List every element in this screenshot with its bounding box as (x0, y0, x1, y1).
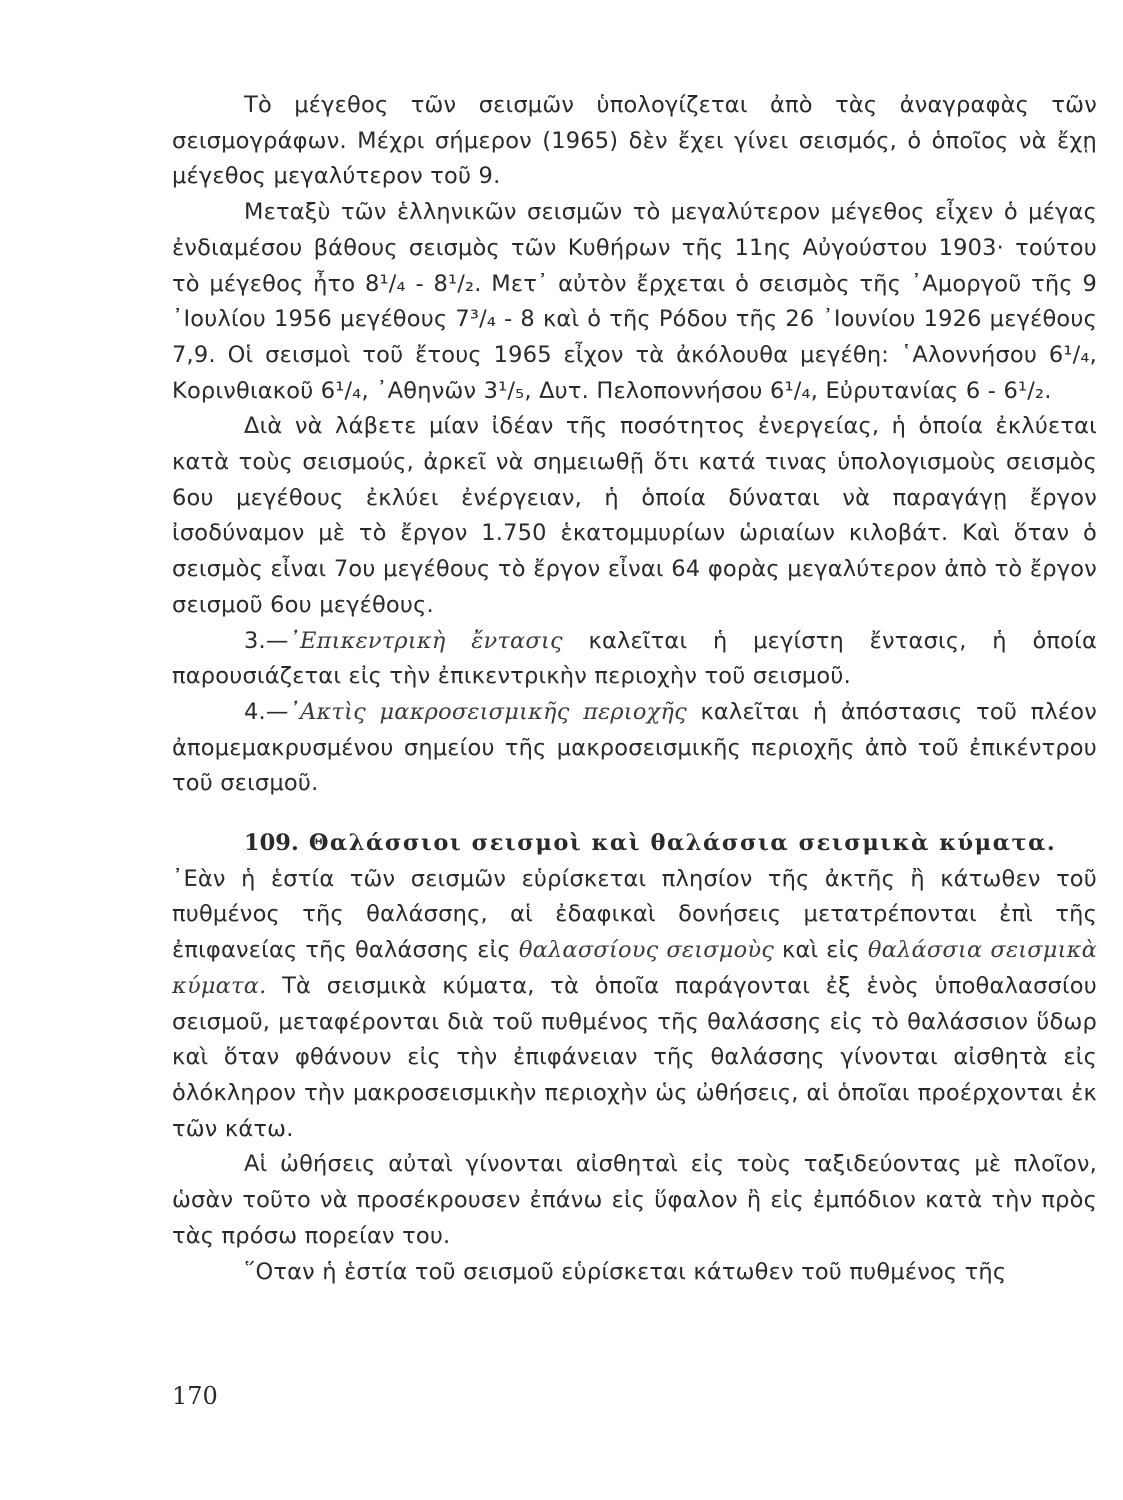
definition-epicentral-intensity (172, 624, 1097, 695)
page-body (172, 88, 1097, 1290)
paragraph-energy: Διὰ νὰ λάβετε μίαν ἰδέαν τῆς ποσότητος ἐνεργείας, ἡ ὁποία ἐκλύεται κατὰ τοὺς σεισμούς, ἀρκεῖ νὰ σημειωθῇ ὅτι κατά τινας ὑπολογισμοὺς σεισμὸς 6ου μεγέθους ἐκλύει ἐνέργειαν, ἡ ὁποία δύναται νὰ παραγάγῃ ἔργον ἰσοδύναμον μὲ τὸ ἔργον 1.750 ἑκατομμυρίων ὡριαίων κιλοβάτ. Καὶ ὅταν ὁ σεισμὸς εἶναι 7ου μεγέθους τὸ ἔργον εἶναι 64 φορὰς μεγαλύτερον ἀπὸ τὸ ἔργον σεισμοῦ 6ου μεγέθους. (172, 413, 1097, 618)
text-run: καὶ εἰς (774, 937, 868, 964)
definition-number: 3.— (244, 627, 289, 654)
italic-term: θαλασσίους σεισμοὺς (518, 937, 775, 964)
page-number: 170 (172, 1382, 218, 1410)
section-heading (172, 826, 1097, 862)
definition-macroseismic-radius (172, 695, 1097, 802)
section-title: Θαλάσσιοι σεισμοὶ καὶ θαλάσσια σεισμικὰ κύματα. (308, 830, 1057, 857)
italic-term: θαλάσσια σεισμικὰ κύματα. (172, 937, 1097, 999)
text-run: ᾽Εὰν ἡ ἑστία τῶν σεισμῶν εὑρίσκεται πλησίον τῆς ἀκτῆς ἢ κάτωθεν τοῦ πυθμένος τῆς θαλάσσης, αἱ ἐδαφικαὶ δονήσεις μετατρέπονται ἐπὶ τῆς ἐπιφανείας τῆς θαλάσσης εἰς (172, 865, 1097, 964)
definition-number: 4.— (244, 698, 289, 725)
section-number: 109. (244, 830, 299, 857)
paragraph-sea-earthquakes (172, 862, 1097, 1148)
paragraph-magnitude-intro: Τὸ μέγεθος τῶν σεισμῶν ὑπολογίζεται ἀπὸ τὰς ἀναγραφὰς τῶν σεισμογράφων. Μέχρι σήμερον (1965) δὲν ἔχει γίνει σεισμός, ὁ ὁποῖος νὰ ἔχῃ μέγεθος μεγαλύτερον τοῦ 9. (172, 92, 1097, 190)
definition-text: καλεῖται ἡ ἀπόστασις τοῦ πλέον ἀπομεμακρυσμένου σημείου τῆς μακροσεισμικῆς περιοχῆς ἀπὸ τοῦ ἐπικέντρου τοῦ σεισμοῦ. (172, 698, 1097, 797)
text-run: Τὰ σεισμικὰ κύματα, τὰ ὁποῖα παράγονται ἐξ ἑνὸς ὑποθαλασσίου σεισμοῦ, μεταφέρονται διὰ τοῦ πυθμένος τῆς θαλάσσης εἰς τὸ θαλάσσιον ὕδωρ καὶ ὅταν φθάνουν εἰς τὴν ἐπιφάνειαν τῆς θαλάσσης γίνονται αἰσθητὰ εἰς ὁλόκληρον τὴν μακροσεισμικὴν περιοχὴν ὡς ὠθήσεις, αἱ ὁποῖαι προέρχονται ἐκ τῶν κάτω. (172, 972, 1097, 1142)
paragraph-focus-continued: ῞Οταν ἡ ἑστία τοῦ σεισμοῦ εὑρίσκεται κάτωθεν τοῦ πυθμένος τῆς (244, 1258, 1007, 1285)
definition-term: ᾽Επικεντρικὴ ἔντασις (288, 627, 563, 654)
definition-term: ᾽Ακτὶς μακροσεισμικῆς περιοχῆς (288, 698, 687, 725)
definition-text: καλεῖται ἡ μεγίστη ἔντασις, ἡ ὁποία παρουσιάζεται εἰς τὴν ἐπικεντρικὴν περιοχὴν τοῦ σεισμοῦ. (172, 627, 1097, 690)
paragraph-ship-shocks: Αἱ ὠθήσεις αὐταὶ γίνονται αἰσθηταὶ εἰς τοὺς ταξιδεύοντας μὲ πλοῖον, ὡσὰν τοῦτο νὰ προσέκρουσεν ἐπάνω εἰς ὕφαλον ἢ εἰς ἐμπόδιον κατὰ τὴν πρὸς τὰς πρόσω πορείαν του. (172, 1151, 1097, 1249)
paragraph-greek-earthquakes: Μεταξὺ τῶν ἑλληνικῶν σεισμῶν τὸ μεγαλύτερον μέγεθος εἶχεν ὁ μέγας ἐνδιαμέσου βάθους σεισμὸς τῶν Κυθήρων τῆς 11ης Αὐγούστου 1903· τούτου τὸ μέγεθος ἦτο 8¹/₄ - 8¹/₂. Μετ᾽ αὐτὸν ἔρχεται ὁ σεισμὸς τῆς ᾽Αμοργοῦ τῆς 9 ᾽Ιουλίου 1956 μεγέθους 7³/₄ - 8 καὶ ὁ τῆς Ρόδου τῆς 26 ᾽Ιουνίου 1926 μεγέθους 7,9. Οἱ σεισμοὶ τοῦ ἔτους 1965 εἶχον τὰ ἀκόλουθα μεγέθη: ῾Αλοννήσου 6¹/₄, Κορινθιακοῦ 6¹/₄, ᾽Αθηνῶν 3¹/₅, Δυτ. Πελοποννήσου 6¹/₄, Εὐρυτανίας 6 - 6¹/₂. (172, 199, 1097, 404)
